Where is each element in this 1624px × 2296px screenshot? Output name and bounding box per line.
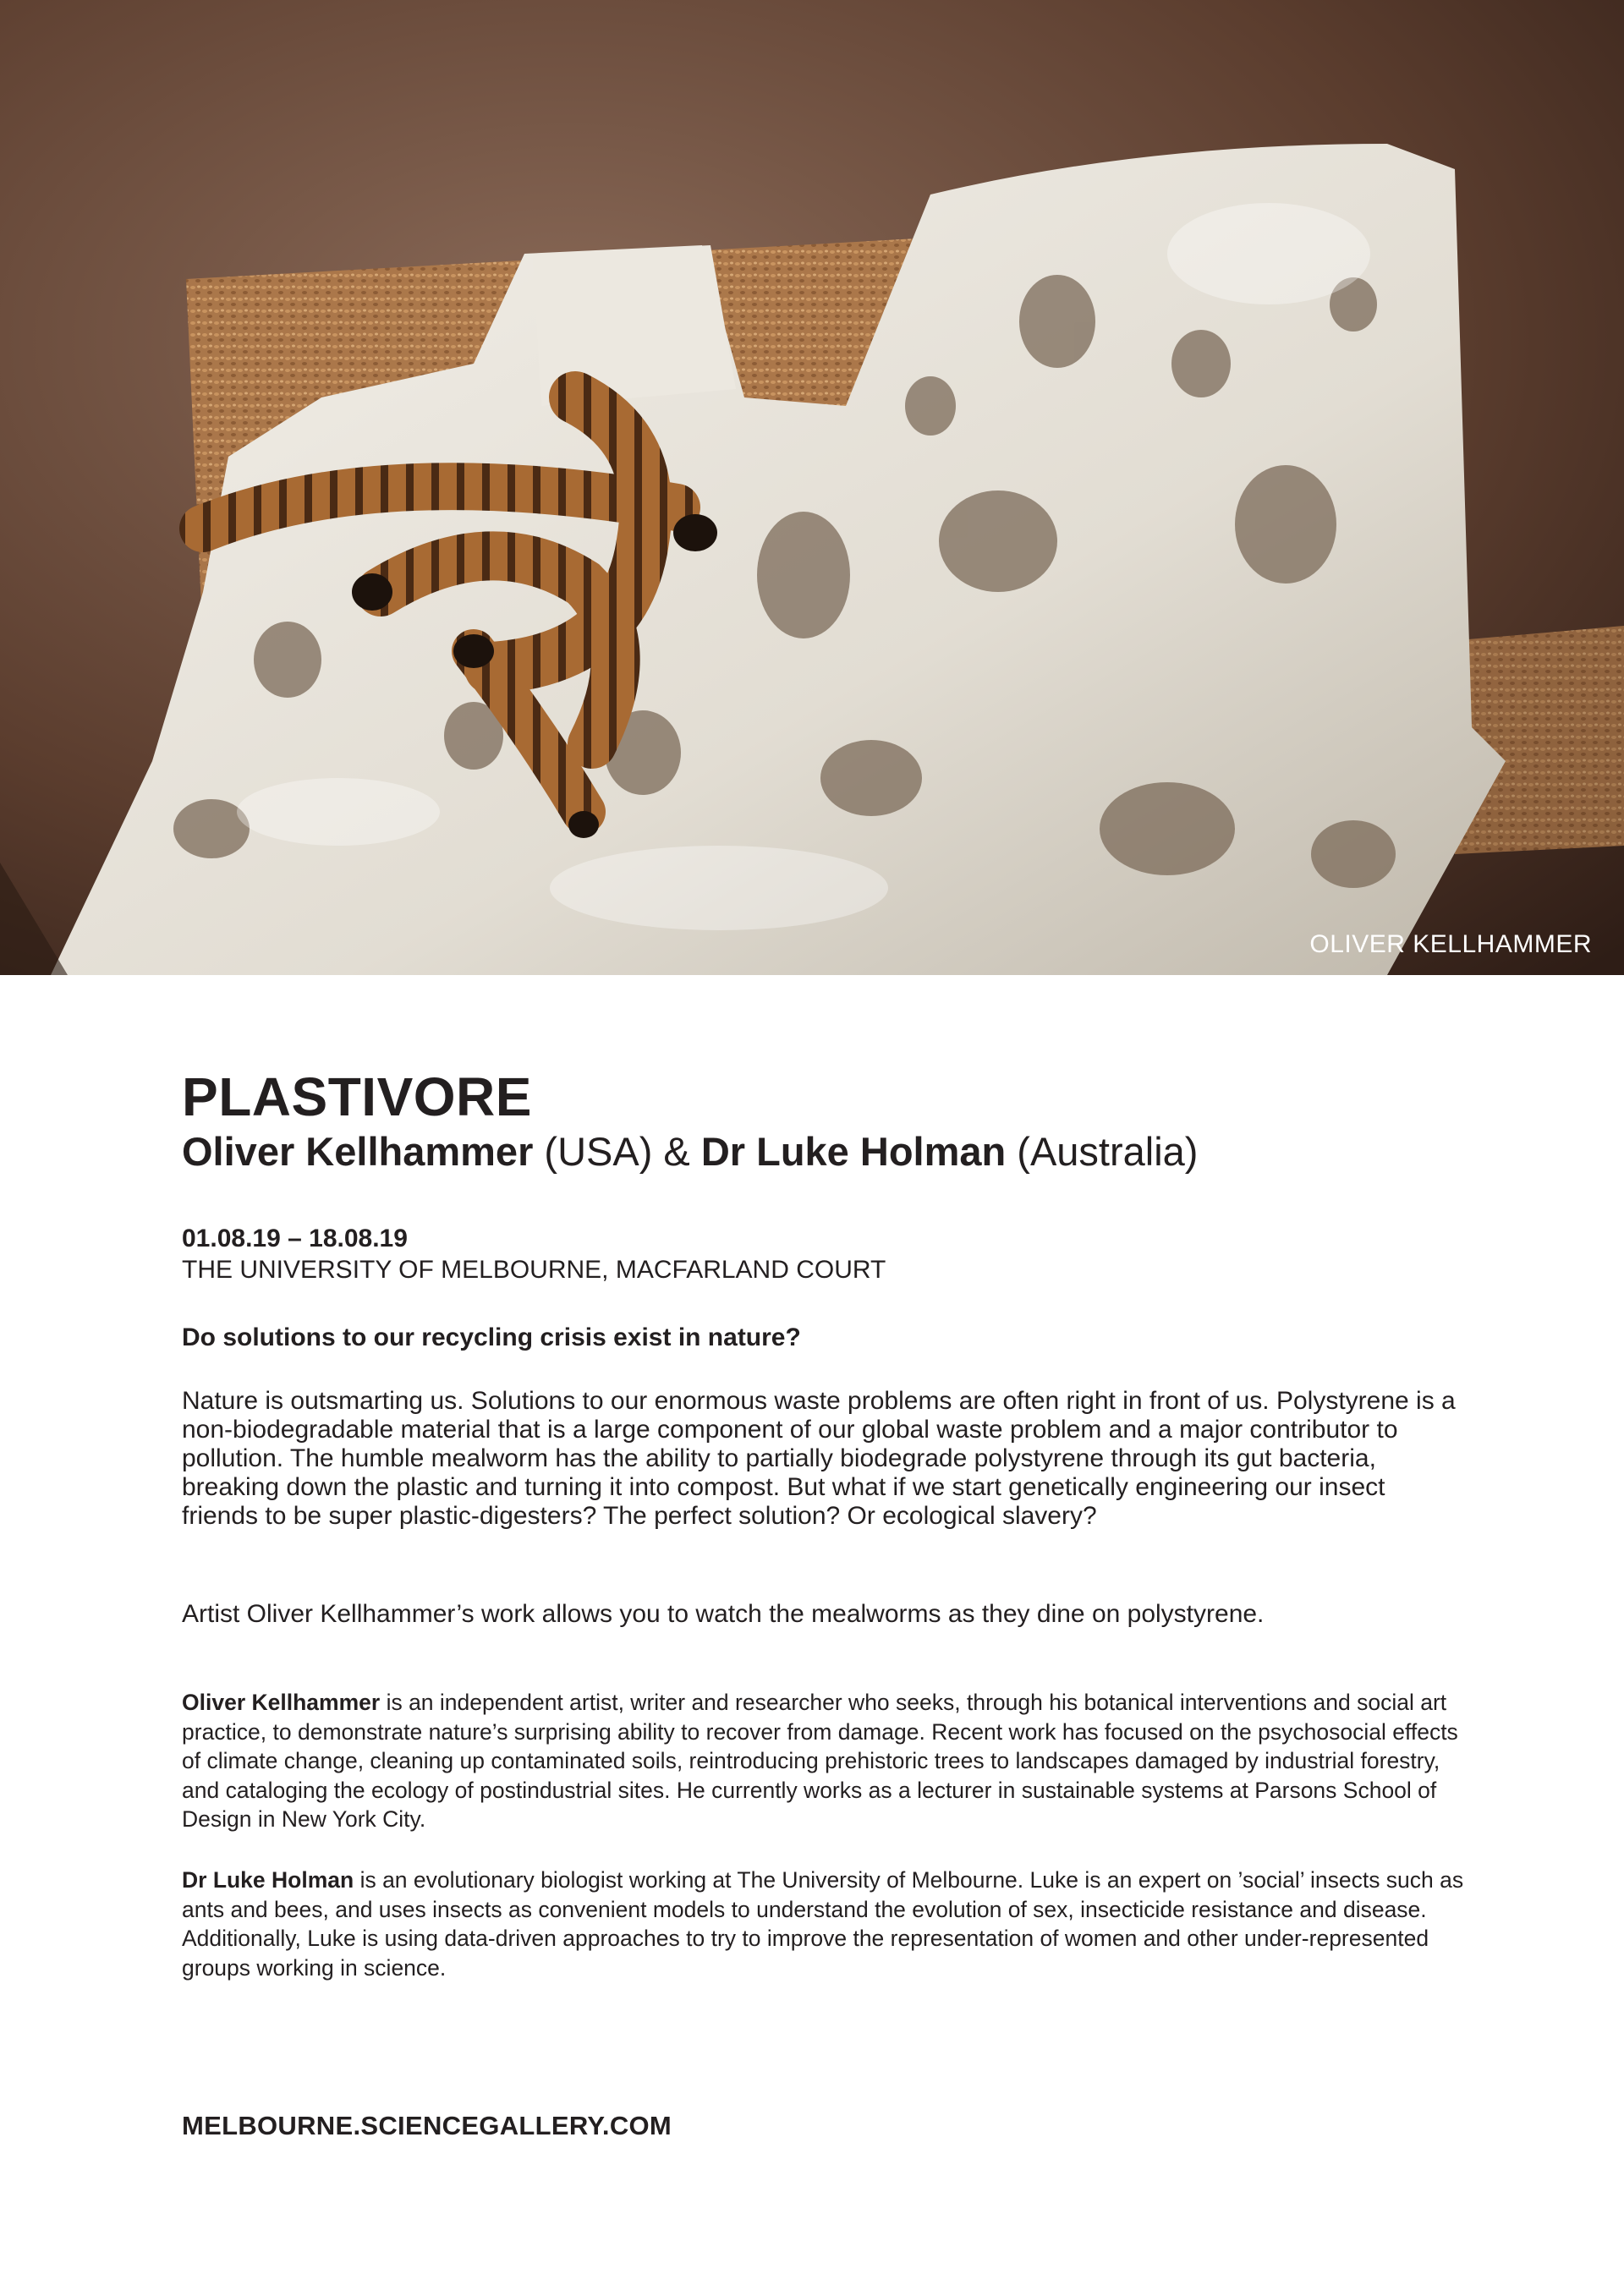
photo-credit: OLIVER KELLHAMMER [1309,930,1592,958]
article [182,1066,1468,1981]
exhibition-title: PLASTIVORE [182,1066,532,1127]
artist2-name: Dr Luke Holman [700,1129,1007,1174]
hero-photo [0,0,1624,975]
bio1-text: is an independent artist, writer and researcher who seeks, through his botanical interventions and social art practice, to demonstrate nature’s surprising ability to recover from damage. Recent work has focused on the psychosocial effects of climate change, cleaning up contaminated soils, reintroducing prehistoric trees to landscapes damaged by industrial forestry, and cataloging the ecology of postindustrial sites. He currently works as a lecturer in sustainable systems at Parsons School of Design in New York City. [182,1690,1458,1832]
intro-question: Do solutions to our recycling crisis exist in nature? [182,1323,801,1351]
website-link[interactable]: MELBOURNE.SCIENCEGALLERY.COM [182,2111,672,2140]
intro-paragraph-2: Artist Oliver Kellhammer’s work allows you to watch the mealworms as they dine on polystyrene. [182,1600,1265,1628]
bio1-name: Oliver Kellhammer [182,1690,381,1715]
event-dates: 01.08.19 – 18.08.19 [182,1225,408,1252]
artist1-country: (USA) & [533,1129,701,1174]
bio2-name: Dr Luke Holman [182,1867,354,1893]
event-venue: THE UNIVERSITY OF MELBOURNE, MACFARLAND COURT [182,1256,886,1284]
intro-paragraph-1: Nature is outsmarting us. Solutions to our enormous waste problems are often right in front of us. Polystyrene is a non-biodegradable material that is a large component of our global waste problem and a major contributor to pollution. The humble mealworm has the ability to partially biodegrade polystyrene through its gut bacteria, breaking down the plastic and turning it into compost. But what if we start genetically engineering our insect friends to be super plastic-digesters? The perfect solution? Or ecological slavery? [182,1387,1456,1530]
artist1-name: Oliver Kellhammer [182,1129,534,1174]
mealworms-on-polystyrene-image [0,0,1624,975]
artists-line [182,1126,1468,1177]
bio-luke-holman [182,1866,1468,1982]
bio2-text: is an evolutionary biologist working at The University of Melbourne. Luke is an expert on ’social’ insects such as ants and bees, and uses insects as convenient models to understand the evolution of sex, insecticide resistance and disease. Additionally, Luke is using data-driven approaches to try to improve the representation of women and other under-represented groups working in science. [182,1867,1464,1981]
artist2-country: (Australia) [1006,1129,1199,1174]
bio-oliver-kellhammer [182,1688,1468,1834]
